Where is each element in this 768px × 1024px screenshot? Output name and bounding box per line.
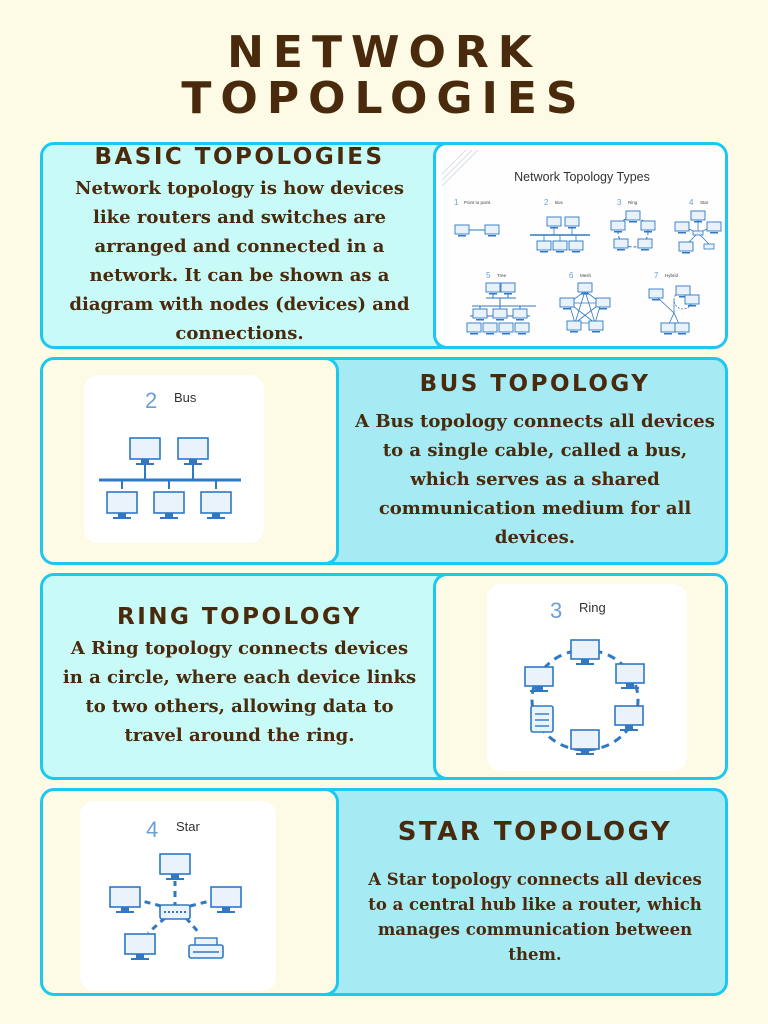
bus-computer (201, 492, 231, 519)
ring-server (531, 706, 553, 732)
star-computer (211, 887, 241, 913)
ring-computer (525, 667, 553, 692)
svg-text:Ring: Ring (628, 200, 638, 205)
bus-diagram-label: Bus (174, 390, 197, 405)
bus-diagram (84, 375, 264, 543)
star-diagram-number: 4 (146, 817, 159, 842)
bus-computer (130, 438, 160, 465)
svg-text:Bus: Bus (555, 200, 563, 205)
bus-image-pane (40, 357, 339, 565)
bus-computer (154, 492, 184, 519)
star-heading: STAR TOPOLOGY (397, 817, 673, 847)
bus-text-pane (339, 360, 728, 562)
svg-text:3: 3 (617, 198, 622, 207)
ring-computer (615, 706, 643, 731)
svg-text:Point to point: Point to point (464, 200, 491, 205)
bus-heading: BUS TOPOLOGY (419, 370, 651, 397)
ring-text-pane (43, 576, 436, 777)
ring-diagram (487, 584, 687, 771)
title-line-2: TOPOLOGIES (181, 73, 587, 124)
ring-diagram-label: Ring (579, 600, 606, 615)
basic-text: Network topology is how devices like routers and switches are arranged and connected in a network. It can be shown as a diagram with nodes (devices) and connections. (69, 177, 410, 344)
star-printer (189, 938, 223, 958)
bus-computer (178, 438, 208, 465)
topology-types-title: Network Topology Types (514, 170, 650, 184)
topology-item-tree (467, 271, 536, 335)
ring-diagram-number: 3 (550, 598, 563, 623)
star-text-pane (339, 791, 728, 993)
star-image-pane (40, 788, 339, 996)
ring-image-pane (433, 573, 728, 780)
svg-text:7: 7 (654, 271, 659, 280)
star-topology-card (40, 788, 728, 996)
svg-text:1: 1 (454, 198, 459, 207)
ring-diagram-panel (487, 584, 687, 771)
page-title (0, 27, 768, 124)
bus-text: A Bus topology connects all devices to a single cable, called a bus, which serves as a shared communication medium for all devices. (355, 410, 715, 548)
ring-heading: RING TOPOLOGY (117, 603, 362, 630)
topology-item-point-to-point (454, 198, 499, 237)
star-diagram (80, 801, 276, 991)
ring-topology-card (40, 573, 728, 780)
topology-item-hybrid (649, 271, 699, 335)
ring-computer (616, 664, 644, 689)
topology-types-diagram (440, 148, 724, 343)
svg-text:2: 2 (544, 198, 549, 207)
basic-topologies-card (40, 142, 728, 349)
svg-text:5: 5 (486, 271, 491, 280)
svg-text:6: 6 (569, 271, 574, 280)
svg-text:Mesh: Mesh (580, 273, 592, 278)
star-diagram-label: Star (176, 819, 200, 834)
ring-computer (571, 640, 599, 665)
topology-item-mesh (560, 271, 610, 333)
svg-text:Hybrid: Hybrid (665, 273, 679, 278)
star-computer (125, 934, 155, 960)
title-line-1: NETWORK (227, 27, 541, 78)
bus-diagram-number: 2 (145, 388, 158, 413)
star-computer (110, 887, 140, 913)
bus-computer (107, 492, 137, 519)
star-diagram-panel (80, 801, 276, 991)
topology-item-bus (530, 198, 590, 253)
ring-computer (571, 730, 599, 755)
svg-text:Tree: Tree (497, 273, 507, 278)
star-text: A Star topology connects all devices to a central hub like a router, which manages communication between them. (368, 870, 702, 964)
hatch-decoration (442, 150, 478, 186)
basic-text-pane (43, 145, 436, 346)
bus-diagram-panel (84, 375, 264, 543)
ring-text: A Ring topology connects devices in a circle, where each device links to two others, allowing data to travel around the ring. (62, 637, 417, 746)
bus-topology-card (40, 357, 728, 565)
topology-item-star (675, 198, 721, 254)
svg-text:4: 4 (689, 198, 694, 207)
basic-image-pane (433, 142, 728, 349)
basic-heading: BASIC TOPOLOGIES (94, 143, 385, 170)
star-computer (160, 854, 190, 880)
star-hub (160, 905, 190, 919)
topology-item-ring (611, 198, 655, 251)
svg-text:Star: Star (700, 200, 709, 205)
